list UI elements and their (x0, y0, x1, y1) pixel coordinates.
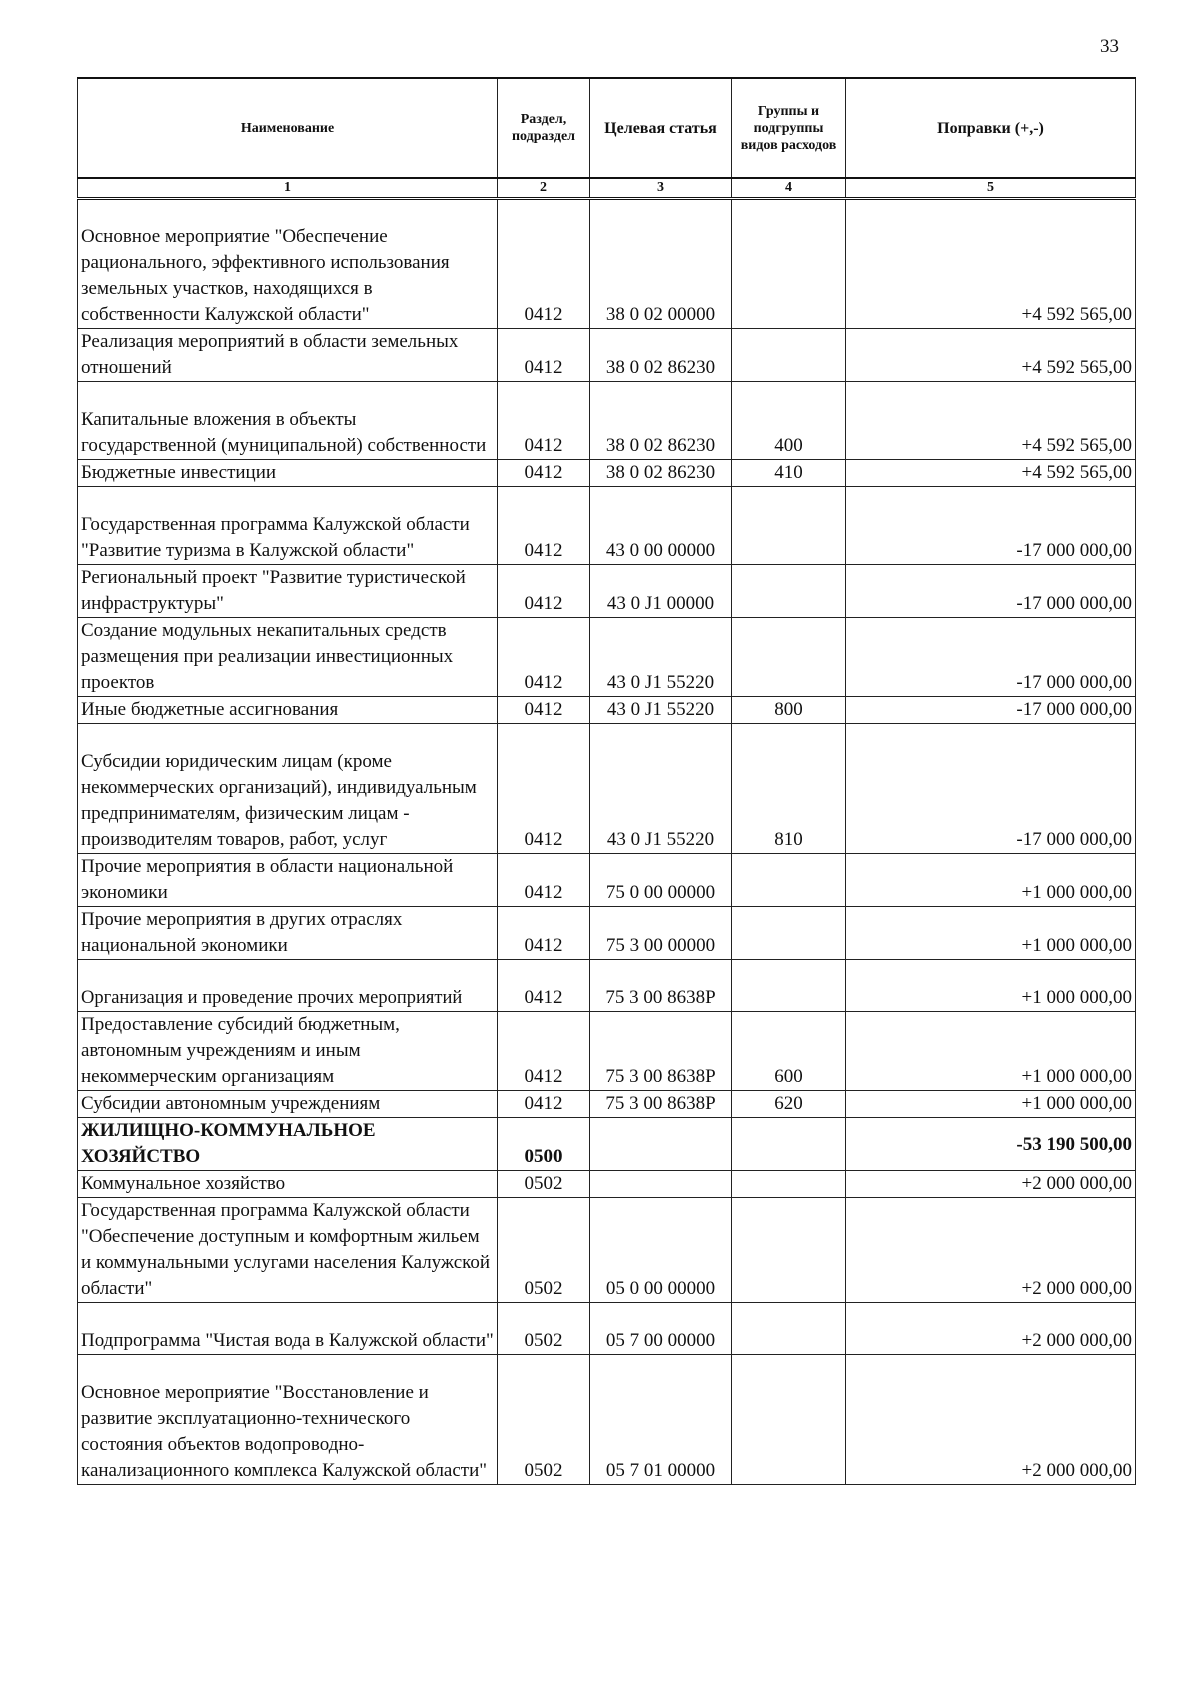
row-group: 810 (732, 724, 846, 854)
row-amount: +2 000 000,00 (846, 1198, 1136, 1303)
row-amount: +4 592 565,00 (846, 460, 1136, 487)
row-target: 38 0 02 86230 (590, 329, 732, 382)
row-section: 0500 (498, 1118, 590, 1171)
row-section: 0412 (498, 960, 590, 1012)
row-amount: -17 000 000,00 (846, 724, 1136, 854)
row-target (590, 1171, 732, 1198)
row-amount: +4 592 565,00 (846, 382, 1136, 460)
row-section: 0412 (498, 618, 590, 697)
row-amount: -53 190 500,00 (846, 1118, 1136, 1171)
column-number: 4 (732, 178, 846, 199)
row-group: 800 (732, 697, 846, 724)
row-group (732, 1303, 846, 1355)
table-row (78, 618, 1136, 697)
row-section: 0502 (498, 1355, 590, 1485)
row-amount: -17 000 000,00 (846, 487, 1136, 565)
row-target: 75 0 00 00000 (590, 854, 732, 907)
table-row (78, 199, 1136, 329)
row-target: 43 0 00 00000 (590, 487, 732, 565)
table-row (78, 724, 1136, 854)
row-group: 410 (732, 460, 846, 487)
row-amount: +1 000 000,00 (846, 1012, 1136, 1091)
row-target: 05 7 00 00000 (590, 1303, 732, 1355)
row-section: 0412 (498, 487, 590, 565)
row-target: 05 7 01 00000 (590, 1355, 732, 1485)
table-row (78, 1303, 1136, 1355)
row-section: 0412 (498, 697, 590, 724)
row-section: 0502 (498, 1198, 590, 1303)
table-row (78, 487, 1136, 565)
row-target: 38 0 02 00000 (590, 199, 732, 329)
table-row (78, 960, 1136, 1012)
column-number: 1 (78, 178, 498, 199)
row-name: Региональный проект "Развитие туристической инфраструктуры" (78, 565, 498, 618)
row-section: 0412 (498, 907, 590, 960)
row-target: 43 0 J1 00000 (590, 565, 732, 618)
row-name: Бюджетные инвестиции (78, 460, 498, 487)
row-name: Государственная программа Калужской области "Обеспечение доступным и комфортным жильем и коммунальными услугами населения Калужской области" (78, 1198, 498, 1303)
table-row (78, 854, 1136, 907)
row-section: 0412 (498, 724, 590, 854)
row-amount: +2 000 000,00 (846, 1303, 1136, 1355)
row-name: Создание модульных некапитальных средств размещения при реализации инвестиционных проектов (78, 618, 498, 697)
row-name: Капитальные вложения в объекты государственной (муниципальной) собственности (78, 382, 498, 460)
row-target: 05 0 00 00000 (590, 1198, 732, 1303)
row-group (732, 907, 846, 960)
row-section: 0412 (498, 199, 590, 329)
row-section: 0502 (498, 1303, 590, 1355)
row-name: Иные бюджетные ассигнования (78, 697, 498, 724)
row-group (732, 1198, 846, 1303)
row-group: 600 (732, 1012, 846, 1091)
row-name: ЖИЛИЩНО-КОММУНАЛЬНОЕ ХОЗЯЙСТВО (78, 1118, 498, 1171)
table-row (78, 1171, 1136, 1198)
row-amount: -17 000 000,00 (846, 565, 1136, 618)
column-number: 3 (590, 178, 732, 199)
table-row (78, 329, 1136, 382)
row-amount: +1 000 000,00 (846, 854, 1136, 907)
row-group: 400 (732, 382, 846, 460)
row-name: Прочие мероприятия в области национальной экономики (78, 854, 498, 907)
row-group (732, 960, 846, 1012)
row-amount: -17 000 000,00 (846, 618, 1136, 697)
table-row (78, 382, 1136, 460)
header-name: Наименование (78, 78, 498, 178)
row-amount: +4 592 565,00 (846, 329, 1136, 382)
row-section: 0412 (498, 460, 590, 487)
row-group (732, 565, 846, 618)
row-name: Реализация мероприятий в области земельных отношений (78, 329, 498, 382)
row-target: 38 0 02 86230 (590, 382, 732, 460)
row-name: Подпрограмма "Чистая вода в Калужской области" (78, 1303, 498, 1355)
row-target: 43 0 J1 55220 (590, 697, 732, 724)
table-row (78, 1091, 1136, 1118)
row-amount: +2 000 000,00 (846, 1355, 1136, 1485)
header-section: Раздел, подраздел (498, 78, 590, 178)
row-target: 75 3 00 8638P (590, 960, 732, 1012)
table-row (78, 1198, 1136, 1303)
row-section: 0412 (498, 382, 590, 460)
header-row (78, 78, 1136, 178)
row-amount: +1 000 000,00 (846, 1091, 1136, 1118)
row-amount: +2 000 000,00 (846, 1171, 1136, 1198)
row-amount: +4 592 565,00 (846, 199, 1136, 329)
row-group (732, 487, 846, 565)
row-section: 0412 (498, 329, 590, 382)
row-section: 0412 (498, 1091, 590, 1118)
column-number: 2 (498, 178, 590, 199)
row-group (732, 854, 846, 907)
row-name: Коммунальное хозяйство (78, 1171, 498, 1198)
column-number: 5 (846, 178, 1136, 199)
row-section: 0502 (498, 1171, 590, 1198)
page-number: 33 (1100, 36, 1119, 57)
table-row (78, 697, 1136, 724)
row-group (732, 329, 846, 382)
row-group (732, 618, 846, 697)
row-section: 0412 (498, 854, 590, 907)
row-section: 0412 (498, 1012, 590, 1091)
row-target: 75 3 00 8638P (590, 1091, 732, 1118)
row-target: 43 0 J1 55220 (590, 724, 732, 854)
header-target: Целевая статья (590, 78, 732, 178)
table-row (78, 1118, 1136, 1171)
row-name: Предоставление субсидий бюджетным, автономным учреждениям и иным некоммерческим организациям (78, 1012, 498, 1091)
row-amount: +1 000 000,00 (846, 907, 1136, 960)
row-target: 43 0 J1 55220 (590, 618, 732, 697)
row-target: 75 3 00 8638P (590, 1012, 732, 1091)
row-name: Прочие мероприятия в других отраслях национальной экономики (78, 907, 498, 960)
row-target: 38 0 02 86230 (590, 460, 732, 487)
row-amount: -17 000 000,00 (846, 697, 1136, 724)
row-name: Государственная программа Калужской области "Развитие туризма в Калужской области" (78, 487, 498, 565)
row-name: Основное мероприятие "Обеспечение рационального, эффективного использования земельных участков, находящихся в собственности Калужской области" (78, 199, 498, 329)
table-row (78, 565, 1136, 618)
column-number-row (78, 178, 1136, 199)
row-name: Субсидии юридическим лицам (кроме некоммерческих организаций), индивидуальным предпринимателям, физическим лицам - производителям товаров, работ, услуг (78, 724, 498, 854)
row-group (732, 1118, 846, 1171)
row-group (732, 1171, 846, 1198)
budget-table (77, 77, 1136, 1485)
row-target (590, 1118, 732, 1171)
row-amount: +1 000 000,00 (846, 960, 1136, 1012)
row-name: Субсидии автономным учреждениям (78, 1091, 498, 1118)
table-row (78, 460, 1136, 487)
table-row (78, 1012, 1136, 1091)
row-group: 620 (732, 1091, 846, 1118)
row-target: 75 3 00 00000 (590, 907, 732, 960)
table-row (78, 907, 1136, 960)
row-group (732, 1355, 846, 1485)
table-row (78, 1355, 1136, 1485)
header-amount: Поправки (+,-) (846, 78, 1136, 178)
header-group: Группы и подгруппы видов расходов (732, 78, 846, 178)
row-group (732, 199, 846, 329)
row-name: Организация и проведение прочих мероприятий (78, 960, 498, 1012)
row-name: Основное мероприятие "Восстановление и развитие эксплуатационно-технического состояния объектов водопроводно-канализационного комплекса Калужской области" (78, 1355, 498, 1485)
row-section: 0412 (498, 565, 590, 618)
